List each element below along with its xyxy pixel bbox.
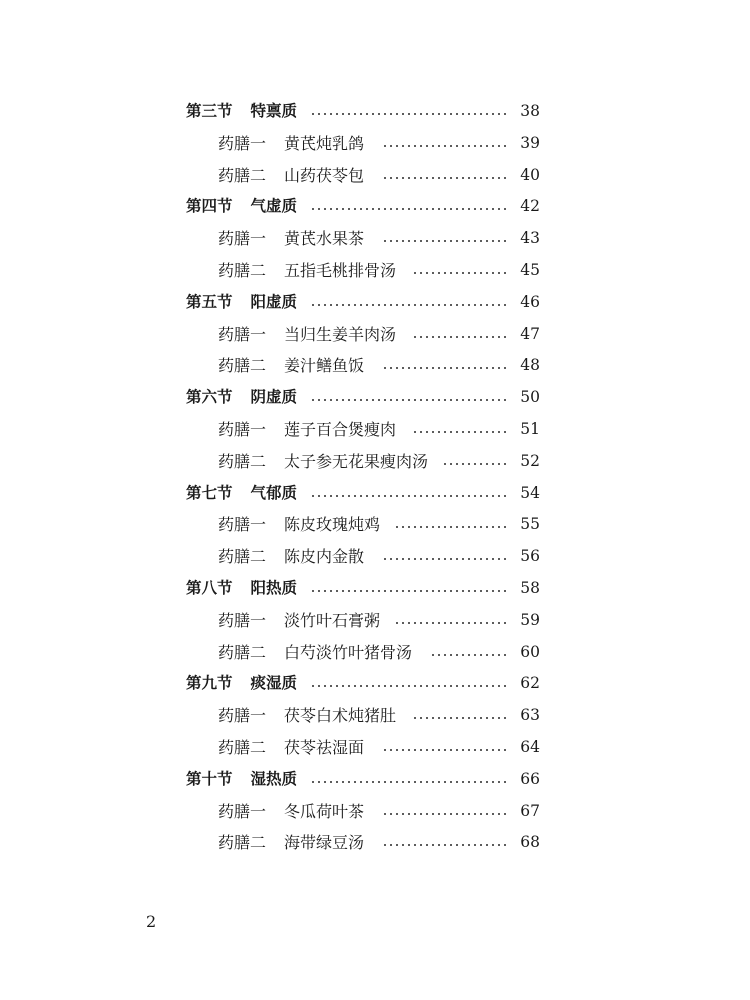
dot-leader — [394, 526, 508, 528]
dot-leader — [382, 813, 508, 815]
toc-section-row[interactable] — [0, 96, 750, 128]
toc-recipe-row[interactable] — [0, 128, 750, 160]
toc-recipe-row[interactable] — [0, 350, 750, 382]
toc-recipe-row[interactable] — [0, 319, 750, 351]
recipe-title: 陈皮内金散 — [284, 547, 365, 567]
recipe-title: 陈皮玫瑰炖鸡 — [284, 515, 381, 535]
section-number: 第十节 — [186, 769, 233, 788]
toc-page-number: 40 — [520, 165, 540, 184]
recipe-title: 山药茯苓包 — [284, 165, 365, 185]
recipe-number: 药膳一 — [218, 706, 267, 726]
toc-title — [218, 637, 412, 669]
toc-section-row[interactable] — [0, 668, 750, 700]
recipe-number: 药膳二 — [218, 737, 267, 757]
toc-recipe-row[interactable] — [0, 223, 750, 255]
toc-page-number: 58 — [520, 578, 540, 597]
toc-page-number: 66 — [520, 769, 540, 788]
section-number: 第四节 — [186, 197, 233, 216]
toc-page-number: 68 — [520, 833, 540, 852]
toc-page-number: 48 — [520, 356, 540, 375]
recipe-title: 冬瓜荷叶茶 — [284, 801, 365, 821]
toc-page-number: 51 — [520, 419, 540, 438]
recipe-number: 药膳二 — [218, 642, 267, 662]
toc-title — [218, 509, 380, 541]
recipe-title: 茯苓白术炖猪肚 — [284, 706, 397, 726]
toc-recipe-row[interactable] — [0, 509, 750, 541]
toc-page-number: 59 — [520, 610, 540, 629]
toc-recipe-row[interactable] — [0, 796, 750, 828]
section-title: 湿热质 — [250, 769, 298, 788]
dot-leader — [382, 367, 508, 369]
toc-page-number: 54 — [520, 483, 540, 502]
toc-title — [186, 764, 297, 796]
dot-leader — [412, 336, 508, 338]
dot-leader — [310, 399, 508, 401]
dot-leader — [382, 177, 508, 179]
toc-page-number: 47 — [520, 324, 540, 343]
recipe-number: 药膳二 — [218, 833, 267, 853]
toc-recipe-row[interactable] — [0, 446, 750, 478]
section-title: 气虚质 — [250, 197, 298, 216]
toc-page-number: 64 — [520, 737, 540, 756]
dot-leader — [310, 304, 508, 306]
dot-leader — [412, 717, 508, 719]
toc-page-number: 67 — [520, 801, 540, 820]
recipe-title: 茯苓祛湿面 — [284, 737, 365, 757]
toc-title — [186, 382, 297, 414]
toc-title — [218, 796, 364, 828]
toc-title — [218, 605, 380, 637]
section-title: 特禀质 — [250, 102, 298, 120]
toc-title — [218, 414, 396, 446]
toc-title — [218, 223, 364, 255]
toc-title — [186, 573, 297, 605]
dot-leader — [430, 654, 508, 656]
toc-page-number: 50 — [520, 388, 540, 407]
toc-page-number: 56 — [520, 547, 540, 566]
toc-title — [218, 128, 364, 160]
recipe-number: 药膳一 — [218, 515, 267, 535]
toc-section-row[interactable] — [0, 382, 750, 414]
toc-page-number: 55 — [520, 515, 540, 534]
recipe-number: 药膳二 — [218, 260, 267, 280]
toc-title — [218, 827, 364, 859]
section-number: 第九节 — [186, 674, 233, 693]
dot-leader — [382, 558, 508, 560]
toc-title — [186, 478, 297, 510]
recipe-number: 药膳二 — [218, 451, 267, 471]
dot-leader — [310, 781, 508, 783]
recipe-number: 药膳二 — [218, 547, 267, 567]
section-number: 第七节 — [186, 483, 233, 502]
toc-page-number: 38 — [520, 102, 540, 120]
dot-leader — [394, 622, 508, 624]
recipe-number: 药膳一 — [218, 229, 267, 249]
toc-title — [218, 446, 428, 478]
section-number: 第六节 — [186, 388, 233, 407]
recipe-title: 海带绿豆汤 — [284, 833, 365, 853]
toc-title — [186, 668, 297, 700]
toc-section-row[interactable] — [0, 764, 750, 796]
toc-title — [218, 541, 364, 573]
toc-page-number: 62 — [520, 674, 540, 693]
toc-title — [218, 732, 364, 764]
dot-leader — [382, 749, 508, 751]
toc-recipe-row[interactable] — [0, 414, 750, 446]
toc-title — [218, 160, 364, 192]
dot-leader — [442, 463, 508, 465]
toc-title — [186, 191, 297, 223]
dot-leader — [310, 685, 508, 687]
toc-page-number: 43 — [520, 229, 540, 248]
toc-title — [186, 96, 297, 128]
section-number: 第三节 — [186, 102, 233, 120]
toc-recipe-row[interactable] — [0, 637, 750, 669]
toc-recipe-row[interactable] — [0, 827, 750, 859]
toc-title — [218, 319, 396, 351]
section-title: 阳虚质 — [250, 292, 298, 311]
recipe-number: 药膳二 — [218, 356, 267, 376]
section-number: 第五节 — [186, 292, 233, 311]
toc-recipe-row[interactable] — [0, 160, 750, 192]
section-title: 阴虚质 — [250, 388, 298, 407]
toc-section-row[interactable] — [0, 287, 750, 319]
dot-leader — [310, 590, 508, 592]
dot-leader — [310, 208, 508, 210]
recipe-number: 药膳一 — [218, 133, 267, 153]
recipe-title: 姜汁鳝鱼饭 — [284, 356, 365, 376]
dot-leader — [412, 272, 508, 274]
recipe-number: 药膳二 — [218, 165, 267, 185]
recipe-title: 黄芪炖乳鸽 — [284, 133, 365, 153]
toc-title — [218, 255, 396, 287]
toc-section-row[interactable] — [0, 573, 750, 605]
section-title: 痰湿质 — [250, 674, 298, 693]
toc-title — [218, 700, 396, 732]
toc-section-row[interactable] — [0, 478, 750, 510]
section-title: 气郁质 — [250, 483, 298, 502]
toc-recipe-row[interactable] — [0, 541, 750, 573]
toc-page-number: 52 — [520, 451, 540, 470]
dot-leader — [382, 240, 508, 242]
recipe-title: 五指毛桃排骨汤 — [284, 260, 397, 280]
toc-recipe-row[interactable] — [0, 255, 750, 287]
dot-leader — [382, 844, 508, 846]
toc-recipe-row[interactable] — [0, 732, 750, 764]
toc-section-row[interactable] — [0, 191, 750, 223]
recipe-title: 淡竹叶石膏粥 — [284, 610, 381, 630]
section-title: 阳热质 — [250, 578, 298, 597]
toc-page-number: 45 — [520, 260, 540, 279]
toc-recipe-row[interactable] — [0, 605, 750, 637]
dot-leader — [412, 431, 508, 433]
dot-leader — [310, 495, 508, 497]
recipe-number: 药膳一 — [218, 419, 267, 439]
page-number: 2 — [146, 912, 157, 931]
recipe-number: 药膳一 — [218, 610, 267, 630]
section-number: 第八节 — [186, 578, 233, 597]
toc-page-number: 39 — [520, 133, 540, 152]
toc-recipe-row[interactable] — [0, 700, 750, 732]
recipe-number: 药膳一 — [218, 324, 267, 344]
toc-title — [218, 350, 364, 382]
recipe-title: 白芍淡竹叶猪骨汤 — [284, 642, 413, 662]
toc-title — [186, 287, 297, 319]
recipe-title: 太子参无花果瘦肉汤 — [284, 451, 429, 471]
dot-leader — [382, 145, 508, 147]
toc-page-number: 60 — [520, 642, 540, 661]
toc-page-number: 42 — [520, 197, 540, 216]
table-of-contents — [0, 96, 750, 859]
recipe-title: 莲子百合煲瘦肉 — [284, 419, 397, 439]
recipe-title: 当归生姜羊肉汤 — [284, 324, 397, 344]
dot-leader — [310, 113, 508, 115]
recipe-title: 黄芪水果茶 — [284, 229, 365, 249]
recipe-number: 药膳一 — [218, 801, 267, 821]
toc-page-number: 46 — [520, 292, 540, 311]
toc-page-number: 63 — [520, 706, 540, 725]
